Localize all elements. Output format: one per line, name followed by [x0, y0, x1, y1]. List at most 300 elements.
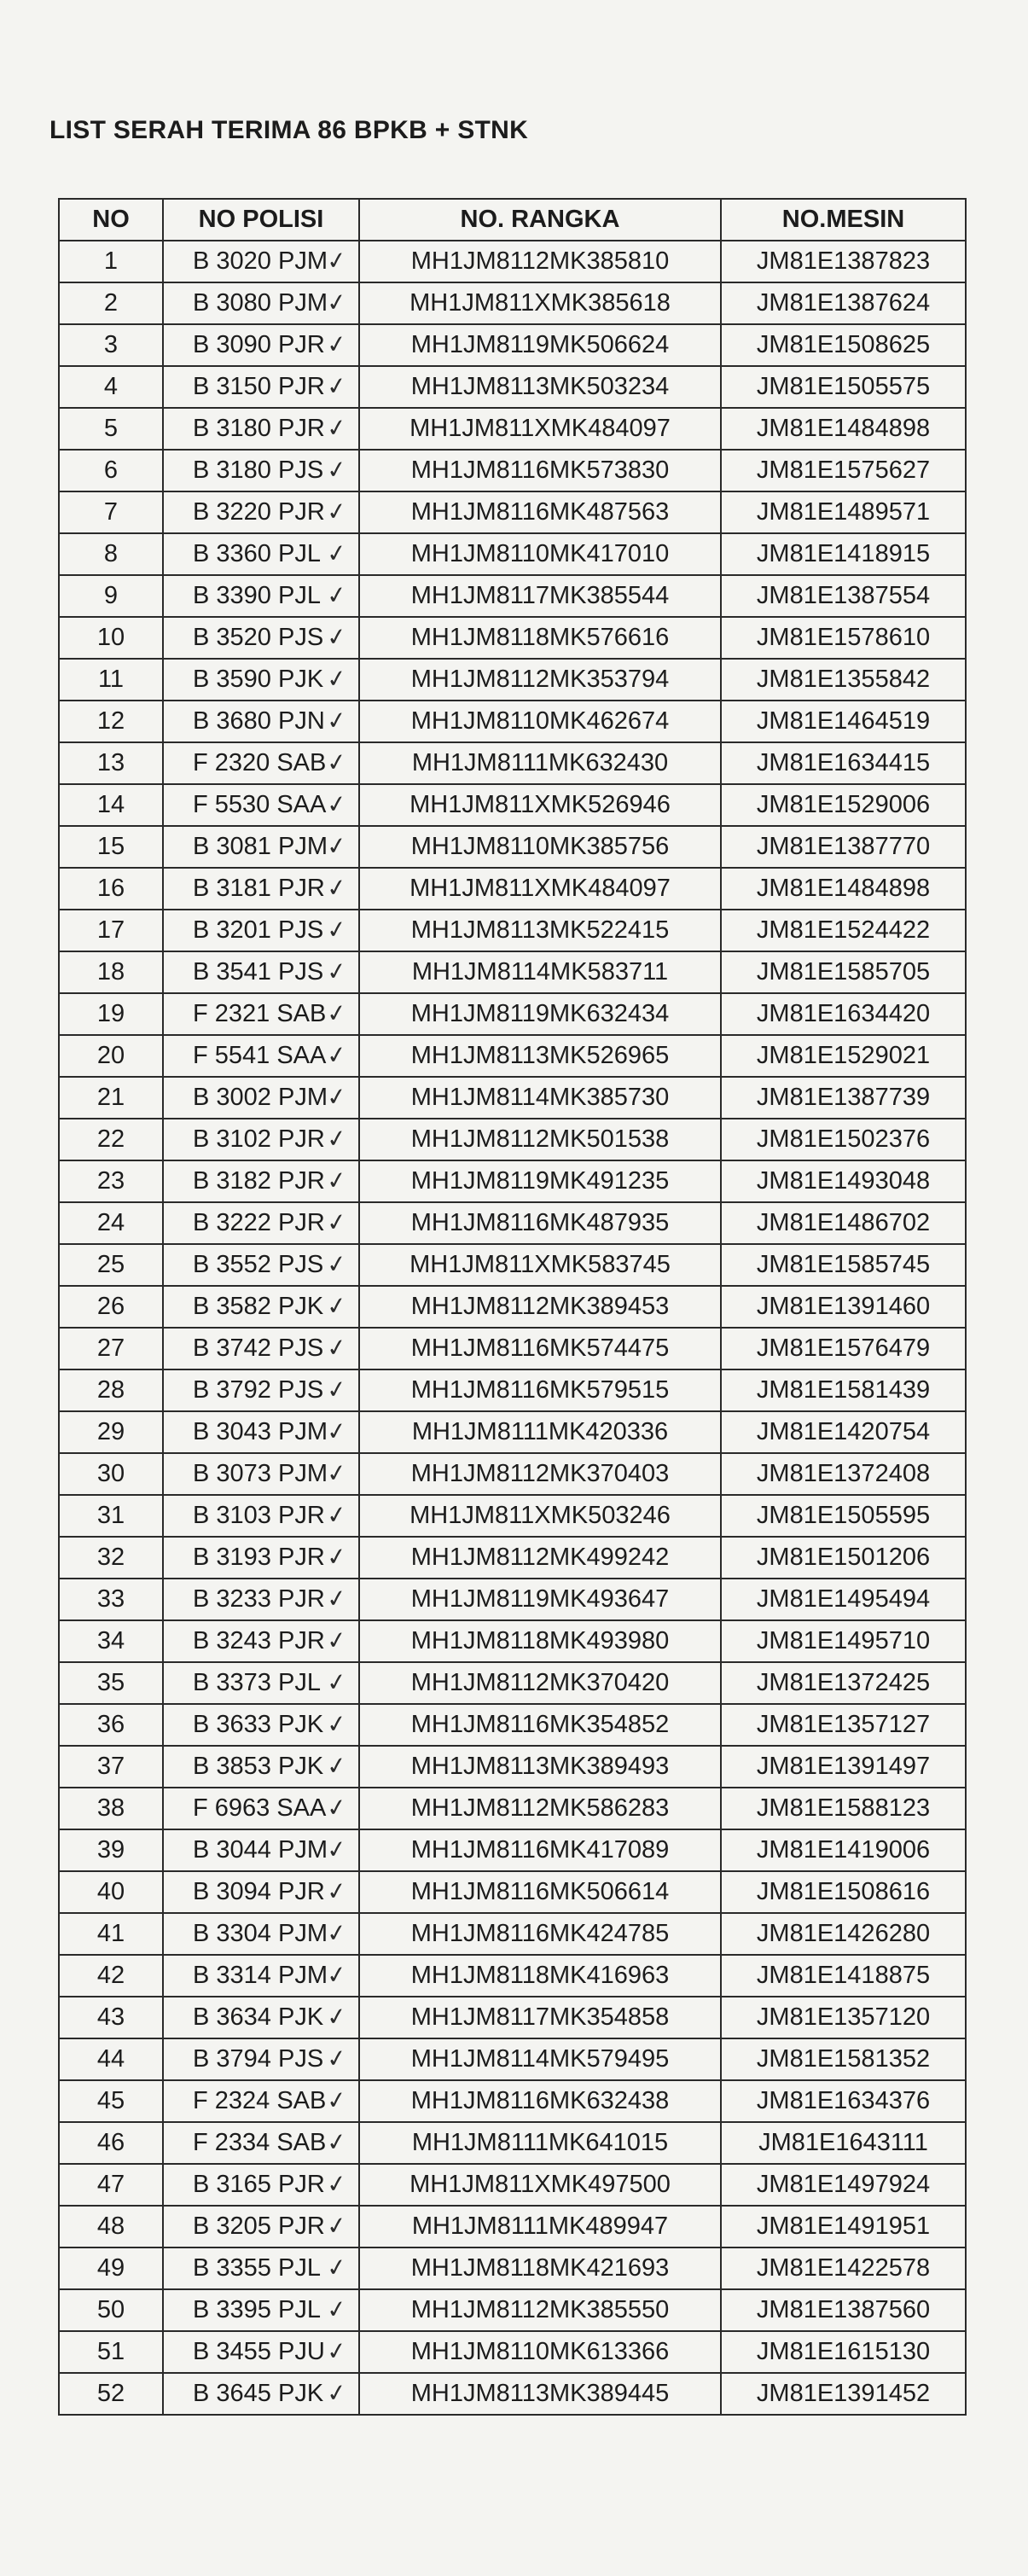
row-no-polisi-text: F 5541 SAA — [193, 1042, 327, 1069]
row-no-polisi — [163, 1077, 359, 1119]
row-no-mesin: JM81E1501206 — [721, 1537, 966, 1579]
row-no: 31 — [59, 1495, 163, 1537]
checkmark-icon: ✓ — [324, 1040, 349, 1070]
row-no-mesin: JM81E1581439 — [721, 1369, 966, 1411]
row-no-mesin: JM81E1615130 — [721, 2331, 966, 2373]
row-no-polisi — [163, 659, 359, 701]
row-no: 46 — [59, 2122, 163, 2164]
row-no: 11 — [59, 659, 163, 701]
table-row — [59, 450, 966, 491]
row-no: 24 — [59, 1202, 163, 1244]
row-no-rangka: MH1JM8114MK385730 — [359, 1077, 721, 1119]
row-no-mesin: JM81E1643111 — [721, 2122, 966, 2164]
table-row — [59, 784, 966, 826]
table-row — [59, 2289, 966, 2331]
row-no: 22 — [59, 1119, 163, 1160]
row-no: 26 — [59, 1286, 163, 1328]
table-row — [59, 2373, 966, 2415]
table-row — [59, 1788, 966, 1829]
row-no: 28 — [59, 1369, 163, 1411]
row-no-mesin: JM81E1502376 — [721, 1119, 966, 1160]
row-no-mesin: JM81E1484898 — [721, 408, 966, 450]
row-no-mesin: JM81E1420754 — [721, 1411, 966, 1453]
row-no-polisi-text: F 2324 SAB — [193, 2087, 327, 2114]
row-no: 19 — [59, 993, 163, 1035]
row-no-mesin: JM81E1357127 — [721, 1704, 966, 1746]
checkmark-icon: ✓ — [324, 2169, 349, 2199]
row-no: 42 — [59, 1955, 163, 1997]
checkmark-icon: ✓ — [324, 497, 349, 526]
row-no-polisi-text: B 3794 PJS — [193, 2045, 324, 2073]
row-no-polisi — [163, 2080, 359, 2122]
table-row — [59, 282, 966, 324]
row-no: 29 — [59, 1411, 163, 1453]
row-no-mesin: JM81E1419006 — [721, 1829, 966, 1871]
row-no-mesin: JM81E1585705 — [721, 951, 966, 993]
row-no-polisi — [163, 951, 359, 993]
checkmark-icon: ✓ — [324, 371, 349, 401]
table-row — [59, 2122, 966, 2164]
row-no-polisi-text: B 3205 PJR — [193, 2213, 325, 2240]
checkmark-icon: ✓ — [324, 1709, 349, 1739]
row-no: 12 — [59, 701, 163, 742]
row-no-mesin: JM81E1634420 — [721, 993, 966, 1035]
row-no-polisi — [163, 2331, 359, 2373]
checkmark-icon: ✓ — [324, 1416, 349, 1446]
row-no-rangka: MH1JM8111MK420336 — [359, 1411, 721, 1453]
row-no-polisi-text: B 3373 PJL — [193, 1669, 321, 1696]
row-no: 35 — [59, 1662, 163, 1704]
table-row — [59, 324, 966, 366]
row-no-mesin: JM81E1529021 — [721, 1035, 966, 1077]
checkmark-icon: ✓ — [324, 2127, 349, 2157]
table-row — [59, 1955, 966, 1997]
row-no-polisi — [163, 1035, 359, 1077]
checkmark-icon: ✓ — [324, 1876, 349, 1906]
table-row — [59, 659, 966, 701]
row-no-polisi — [163, 1704, 359, 1746]
row-no-rangka: MH1JM811XMK497500 — [359, 2164, 721, 2206]
row-no: 5 — [59, 408, 163, 450]
row-no-mesin: JM81E1524422 — [721, 910, 966, 951]
row-no-rangka: MH1JM811XMK385618 — [359, 282, 721, 324]
row-no-polisi — [163, 1411, 359, 1453]
row-no-polisi-text: B 3634 PJK — [193, 2003, 324, 2031]
row-no-polisi — [163, 1997, 359, 2038]
row-no-polisi-text: B 3181 PJR — [193, 875, 325, 902]
row-no-polisi-text: B 3201 PJS — [193, 916, 324, 944]
row-no: 47 — [59, 2164, 163, 2206]
row-no-polisi — [163, 1788, 359, 1829]
row-no-rangka: MH1JM8112MK370403 — [359, 1453, 721, 1495]
row-no-polisi — [163, 282, 359, 324]
checkmark-icon: ✓ — [324, 2044, 349, 2073]
checkmark-icon: ✓ — [324, 246, 349, 276]
row-no-mesin: JM81E1634376 — [721, 2080, 966, 2122]
row-no-polisi — [163, 575, 359, 617]
checkmark-icon: ✓ — [324, 455, 349, 485]
row-no-polisi — [163, 993, 359, 1035]
row-no-rangka: MH1JM8118MK421693 — [359, 2247, 721, 2289]
header-no-mesin: NO.MESIN — [721, 199, 966, 241]
row-no: 17 — [59, 910, 163, 951]
row-no-polisi — [163, 1328, 359, 1369]
row-no: 8 — [59, 533, 163, 575]
checkmark-icon: ✓ — [324, 1500, 349, 1530]
table-row — [59, 2206, 966, 2247]
row-no: 21 — [59, 1077, 163, 1119]
row-no-polisi-text: B 3044 PJM — [193, 1836, 328, 1864]
checkmark-icon: ✓ — [324, 2085, 349, 2115]
row-no-polisi-text: B 3680 PJN — [193, 707, 325, 735]
row-no-mesin: JM81E1418915 — [721, 533, 966, 575]
row-no: 34 — [59, 1620, 163, 1662]
row-no-polisi-text: B 3182 PJR — [193, 1167, 325, 1195]
row-no-rangka: MH1JM8112MK389453 — [359, 1286, 721, 1328]
row-no-rangka: MH1JM8119MK632434 — [359, 993, 721, 1035]
header-no: NO — [59, 199, 163, 241]
row-no-polisi — [163, 1495, 359, 1537]
row-no-polisi-text: B 3304 PJM — [193, 1920, 328, 1947]
row-no-polisi — [163, 826, 359, 868]
row-no: 36 — [59, 1704, 163, 1746]
table-row — [59, 408, 966, 450]
row-no-rangka: MH1JM811XMK484097 — [359, 868, 721, 910]
table-row — [59, 742, 966, 784]
row-no: 43 — [59, 1997, 163, 2038]
row-no-polisi-text: F 2320 SAB — [193, 749, 327, 776]
row-no-polisi — [163, 2122, 359, 2164]
checkmark-icon: ✓ — [324, 747, 349, 777]
checkmark-icon: ✓ — [324, 664, 349, 694]
row-no-rangka: MH1JM8119MK493647 — [359, 1579, 721, 1620]
row-no-mesin: JM81E1357120 — [721, 1997, 966, 2038]
row-no-polisi-text: B 3102 PJR — [193, 1125, 325, 1153]
row-no-polisi-text: F 2321 SAB — [193, 1000, 327, 1027]
row-no-polisi-text: B 3094 PJR — [193, 1878, 325, 1905]
row-no-polisi — [163, 1662, 359, 1704]
row-no-polisi — [163, 868, 359, 910]
document-title: LIST SERAH TERIMA 86 BPKB + STNK — [49, 116, 529, 144]
row-no-mesin: JM81E1391452 — [721, 2373, 966, 2415]
row-no-rangka: MH1JM8116MK354852 — [359, 1704, 721, 1746]
row-no-mesin: JM81E1493048 — [721, 1160, 966, 1202]
row-no-polisi — [163, 1286, 359, 1328]
table-row — [59, 1913, 966, 1955]
row-no-polisi — [163, 1537, 359, 1579]
row-no-polisi-text: B 3520 PJS — [193, 624, 324, 651]
row-no-rangka: MH1JM8119MK506624 — [359, 324, 721, 366]
checkmark-icon: ✓ — [324, 2294, 349, 2324]
checkmark-icon: ✓ — [324, 1625, 349, 1655]
row-no-rangka: MH1JM8112MK385550 — [359, 2289, 721, 2331]
table-row — [59, 2038, 966, 2080]
row-no-polisi-text: B 3541 PJS — [193, 958, 324, 986]
checkmark-icon: ✓ — [324, 831, 349, 861]
row-no-mesin: JM81E1484898 — [721, 868, 966, 910]
checkmark-icon: ✓ — [324, 2336, 349, 2366]
row-no-polisi — [163, 1160, 359, 1202]
table-row — [59, 1119, 966, 1160]
table-row — [59, 1829, 966, 1871]
table-row — [59, 951, 966, 993]
row-no-polisi-text: B 3180 PJS — [193, 456, 324, 484]
row-no-rangka: MH1JM8116MK424785 — [359, 1913, 721, 1955]
row-no-polisi-text: B 3073 PJM — [193, 1460, 328, 1487]
table-row — [59, 2164, 966, 2206]
row-no: 1 — [59, 241, 163, 282]
row-no-polisi-text: B 3582 PJK — [193, 1293, 324, 1320]
checkmark-icon: ✓ — [324, 1375, 349, 1404]
vehicle-handover-table — [58, 198, 967, 2416]
row-no-polisi — [163, 1119, 359, 1160]
row-no-polisi-text: B 3355 PJL — [193, 2254, 321, 2282]
row-no: 37 — [59, 1746, 163, 1788]
row-no-polisi — [163, 1913, 359, 1955]
row-no-polisi-text: B 3853 PJK — [193, 1753, 324, 1780]
row-no-polisi — [163, 1202, 359, 1244]
checkmark-icon: ✓ — [324, 538, 349, 568]
row-no: 39 — [59, 1829, 163, 1871]
table-row — [59, 1035, 966, 1077]
row-no-rangka: MH1JM811XMK484097 — [359, 408, 721, 450]
row-no-mesin: JM81E1387823 — [721, 241, 966, 282]
row-no-mesin: JM81E1585745 — [721, 1244, 966, 1286]
row-no-rangka: MH1JM8112MK501538 — [359, 1119, 721, 1160]
row-no-rangka: MH1JM8114MK583711 — [359, 951, 721, 993]
table-row — [59, 1495, 966, 1537]
row-no: 30 — [59, 1453, 163, 1495]
row-no-rangka: MH1JM811XMK583745 — [359, 1244, 721, 1286]
checkmark-icon: ✓ — [324, 1960, 349, 1990]
row-no-mesin: JM81E1634415 — [721, 742, 966, 784]
row-no-mesin: JM81E1387624 — [721, 282, 966, 324]
row-no: 45 — [59, 2080, 163, 2122]
checkmark-icon: ✓ — [324, 413, 349, 443]
row-no-polisi-text: F 5530 SAA — [193, 791, 327, 818]
checkmark-icon: ✓ — [324, 2378, 349, 2408]
row-no-rangka: MH1JM8112MK499242 — [359, 1537, 721, 1579]
table-header-row — [59, 199, 966, 241]
row-no-polisi — [163, 742, 359, 784]
checkmark-icon: ✓ — [324, 1291, 349, 1321]
row-no: 7 — [59, 491, 163, 533]
row-no-mesin: JM81E1489571 — [721, 491, 966, 533]
row-no-mesin: JM81E1387770 — [721, 826, 966, 868]
row-no-polisi-text: B 3633 PJK — [193, 1711, 324, 1738]
row-no-rangka: MH1JM8110MK462674 — [359, 701, 721, 742]
row-no-mesin: JM81E1418875 — [721, 1955, 966, 1997]
row-no-polisi — [163, 1620, 359, 1662]
row-no-polisi-text: B 3222 PJR — [193, 1209, 325, 1236]
table-row — [59, 1579, 966, 1620]
row-no-polisi-text: B 3552 PJS — [193, 1251, 324, 1278]
row-no-rangka: MH1JM8116MK506614 — [359, 1871, 721, 1913]
table-row — [59, 491, 966, 533]
row-no-polisi-text: B 3002 PJM — [193, 1084, 328, 1111]
checkmark-icon: ✓ — [324, 873, 349, 903]
row-no-rangka: MH1JM8113MK522415 — [359, 910, 721, 951]
table-row — [59, 575, 966, 617]
row-no-rangka: MH1JM8118MK416963 — [359, 1955, 721, 1997]
table-row — [59, 241, 966, 282]
table-row — [59, 1704, 966, 1746]
row-no-polisi-text: B 3590 PJK — [193, 666, 324, 693]
table-row — [59, 366, 966, 408]
row-no-polisi — [163, 1871, 359, 1913]
checkmark-icon: ✓ — [324, 288, 349, 317]
row-no: 25 — [59, 1244, 163, 1286]
row-no-polisi — [163, 2247, 359, 2289]
table-row — [59, 868, 966, 910]
table-row — [59, 1537, 966, 1579]
row-no-rangka: MH1JM8116MK579515 — [359, 1369, 721, 1411]
row-no-polisi-text: B 3395 PJL — [193, 2296, 321, 2323]
row-no-polisi — [163, 2289, 359, 2331]
row-no-polisi-text: B 3314 PJM — [193, 1962, 328, 1989]
row-no-polisi-text: B 3645 PJK — [193, 2380, 324, 2407]
checkmark-icon: ✓ — [324, 1124, 349, 1154]
row-no-mesin: JM81E1464519 — [721, 701, 966, 742]
row-no-mesin: JM81E1508625 — [721, 324, 966, 366]
table-row — [59, 1997, 966, 2038]
table-row — [59, 1411, 966, 1453]
checkmark-icon: ✓ — [324, 998, 349, 1028]
row-no-polisi-text: B 3455 PJU — [193, 2338, 325, 2365]
row-no-rangka: MH1JM8117MK385544 — [359, 575, 721, 617]
table-row — [59, 1662, 966, 1704]
row-no: 49 — [59, 2247, 163, 2289]
row-no-polisi — [163, 617, 359, 659]
row-no-mesin: JM81E1505575 — [721, 366, 966, 408]
row-no-rangka: MH1JM8110MK385756 — [359, 826, 721, 868]
row-no-mesin: JM81E1575627 — [721, 450, 966, 491]
row-no-polisi — [163, 2164, 359, 2206]
row-no-polisi — [163, 1829, 359, 1871]
row-no-polisi — [163, 491, 359, 533]
checkmark-icon: ✓ — [324, 706, 349, 736]
row-no-rangka: MH1JM8110MK613366 — [359, 2331, 721, 2373]
checkmark-icon: ✓ — [324, 2253, 349, 2282]
row-no-polisi-text: F 2334 SAB — [193, 2129, 327, 2156]
checkmark-icon: ✓ — [324, 1584, 349, 1614]
row-no: 40 — [59, 1871, 163, 1913]
row-no-polisi — [163, 450, 359, 491]
row-no-polisi — [163, 910, 359, 951]
table-row — [59, 701, 966, 742]
row-no-polisi-text: B 3150 PJR — [193, 373, 325, 400]
row-no-mesin: JM81E1588123 — [721, 1788, 966, 1829]
checkmark-icon: ✓ — [324, 580, 349, 610]
row-no-polisi-text: B 3081 PJM — [193, 833, 328, 860]
checkmark-icon: ✓ — [324, 1542, 349, 1572]
row-no-rangka: MH1JM8112MK353794 — [359, 659, 721, 701]
table-row — [59, 1871, 966, 1913]
row-no-rangka: MH1JM811XMK503246 — [359, 1495, 721, 1537]
row-no-mesin: JM81E1581352 — [721, 2038, 966, 2080]
row-no-mesin: JM81E1576479 — [721, 1328, 966, 1369]
row-no-rangka: MH1JM8113MK389445 — [359, 2373, 721, 2415]
row-no-rangka: MH1JM8110MK417010 — [359, 533, 721, 575]
row-no-polisi-text: B 3020 PJM — [193, 247, 328, 275]
row-no: 15 — [59, 826, 163, 868]
row-no: 9 — [59, 575, 163, 617]
row-no-polisi — [163, 2206, 359, 2247]
row-no-mesin: JM81E1505595 — [721, 1495, 966, 1537]
checkmark-icon: ✓ — [324, 2211, 349, 2241]
row-no-mesin: JM81E1486702 — [721, 1202, 966, 1244]
row-no-rangka: MH1JM8116MK487563 — [359, 491, 721, 533]
row-no-polisi-text: B 3043 PJM — [193, 1418, 328, 1445]
row-no-polisi — [163, 1579, 359, 1620]
row-no-mesin: JM81E1508616 — [721, 1871, 966, 1913]
row-no: 23 — [59, 1160, 163, 1202]
checkmark-icon: ✓ — [324, 2002, 349, 2032]
row-no: 14 — [59, 784, 163, 826]
row-no-rangka: MH1JM8116MK573830 — [359, 450, 721, 491]
checkmark-icon: ✓ — [324, 957, 349, 986]
row-no-polisi-text: B 3390 PJL — [193, 582, 321, 609]
row-no-polisi — [163, 324, 359, 366]
row-no-mesin: JM81E1387554 — [721, 575, 966, 617]
table-row — [59, 2331, 966, 2373]
header-no-rangka: NO. RANGKA — [359, 199, 721, 241]
row-no-polisi — [163, 1955, 359, 1997]
row-no-mesin: JM81E1387560 — [721, 2289, 966, 2331]
row-no-mesin: JM81E1495710 — [721, 1620, 966, 1662]
row-no-rangka: MH1JM8112MK385810 — [359, 241, 721, 282]
row-no-mesin: JM81E1529006 — [721, 784, 966, 826]
row-no-polisi-text: B 3220 PJR — [193, 498, 325, 526]
row-no-rangka: MH1JM8113MK526965 — [359, 1035, 721, 1077]
row-no-mesin: JM81E1497924 — [721, 2164, 966, 2206]
row-no: 20 — [59, 1035, 163, 1077]
row-no-rangka: MH1JM8117MK354858 — [359, 1997, 721, 2038]
row-no-polisi — [163, 1453, 359, 1495]
row-no-polisi-text: B 3233 PJR — [193, 1585, 325, 1613]
row-no-mesin: JM81E1372408 — [721, 1453, 966, 1495]
row-no-polisi — [163, 1244, 359, 1286]
row-no: 27 — [59, 1328, 163, 1369]
checkmark-icon: ✓ — [324, 1249, 349, 1279]
row-no-rangka: MH1JM8119MK491235 — [359, 1160, 721, 1202]
table-row — [59, 1286, 966, 1328]
row-no-polisi — [163, 2373, 359, 2415]
row-no: 51 — [59, 2331, 163, 2373]
row-no-rangka: MH1JM8111MK489947 — [359, 2206, 721, 2247]
row-no-polisi-text: B 3103 PJR — [193, 1502, 325, 1529]
row-no-mesin: JM81E1495494 — [721, 1579, 966, 1620]
row-no: 2 — [59, 282, 163, 324]
row-no-rangka: MH1JM8114MK579495 — [359, 2038, 721, 2080]
table-row — [59, 1369, 966, 1411]
row-no-polisi-text: B 3080 PJM — [193, 289, 328, 317]
table-row — [59, 2080, 966, 2122]
row-no-mesin: JM81E1391460 — [721, 1286, 966, 1328]
checkmark-icon: ✓ — [324, 1166, 349, 1195]
row-no: 6 — [59, 450, 163, 491]
row-no: 50 — [59, 2289, 163, 2331]
row-no: 10 — [59, 617, 163, 659]
row-no-rangka: MH1JM811XMK526946 — [359, 784, 721, 826]
row-no-polisi-text: F 6963 SAA — [193, 1794, 327, 1822]
row-no-mesin: JM81E1355842 — [721, 659, 966, 701]
row-no-polisi-text: B 3792 PJS — [193, 1376, 324, 1404]
row-no-rangka: MH1JM8116MK487935 — [359, 1202, 721, 1244]
row-no-mesin: JM81E1391497 — [721, 1746, 966, 1788]
row-no-rangka: MH1JM8111MK641015 — [359, 2122, 721, 2164]
checkmark-icon: ✓ — [324, 1835, 349, 1864]
